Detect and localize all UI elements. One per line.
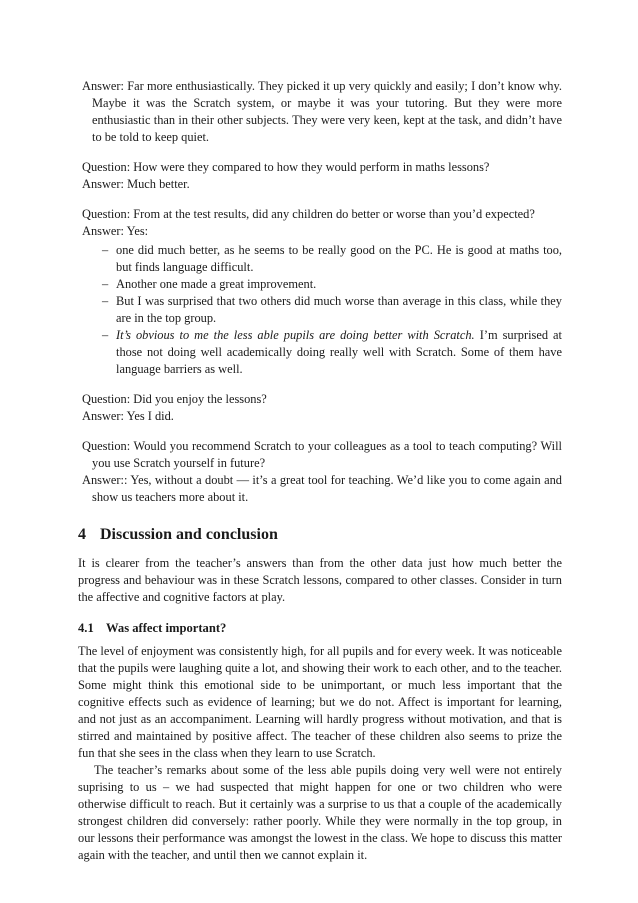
page-content [78, 78, 562, 864]
list-item [102, 327, 562, 378]
subsection-number: 4.1 [78, 621, 94, 635]
qa-block-test-results [82, 206, 562, 378]
section-intro-paragraph: It is clearer from the teacher’s answers than from the other data just how much better the progress and behaviour was in these Scratch lessons, compared to other classes. Consider in turn the affective and cognitive factors at play. [78, 556, 562, 604]
qa-block-enjoy [82, 391, 562, 425]
answer-bullet-list [82, 242, 562, 378]
answer-text: Answer:: Yes, without a doubt — it’s a great tool for teaching. We’d like you to come again and show us teachers more about it. [82, 473, 562, 504]
qa-block-answer-enthusiasm [82, 78, 562, 146]
section-title: Discussion and conclusion [100, 526, 278, 543]
question-text: Question: From at the test results, did any children do better or worse than you’d expected? [82, 207, 535, 221]
section-heading [78, 525, 562, 545]
list-item: – But I was surprised that two others did much worse than average in this class, while they are in the top group. [102, 293, 562, 327]
answer-text: Answer: Far more enthusiastically. They picked it up very quickly and easily; I don’t know why. Maybe it was the Scratch system, or maybe it was your tutoring. But they were more enthusiastic than in their other subjects. They were very keen, kept at the task, and didn’t have to be told to keep quiet. [82, 79, 562, 144]
section-number: 4 [78, 526, 86, 543]
question-text: Question: How were they compared to how they would perform in maths lessons? [82, 160, 490, 174]
answer-text: Answer: Yes I did. [82, 409, 174, 423]
answer-text: Answer: Much better. [82, 177, 190, 191]
body-paragraph: The level of enjoyment was consistently high, for all pupils and for every week. It was noticeable that the pupils were laughing quite a lot, and showing their work to each other, and to the teacher. Some might think this emotional side to be unimportant, or much less important that the cognitive effects such as evidence of learning; but we do not. Affect is important for learning, and not just as an accompaniment. Learning will hardly progress without motivation, and that is stirred and maintained by positive affect. The teacher of these children also seems to prize the fun that she sees in the class when they learn to use Scratch. [78, 644, 562, 760]
answer-text: Answer: Yes: [82, 224, 149, 238]
list-item: – Another one made a great improvement. [102, 276, 562, 293]
question-text: Question: Would you recommend Scratch to your colleagues as a tool to teach computing? Will you use Scratch yourself in future? [82, 439, 562, 470]
subsection-heading [78, 620, 562, 637]
list-item: – one did much better, as he seems to be really good on the PC. He is good at maths too, but finds language difficult. [102, 242, 562, 276]
qa-block-recommend [82, 438, 562, 506]
italic-quote: It’s obvious to me the less able pupils are doing better with Scratch. [116, 328, 475, 342]
qa-block-maths [82, 159, 562, 193]
list-item-rest: I’m surprised at those not doing well academically doing really well with Scratch. Some of them have language barriers as well. [116, 328, 562, 376]
question-text: Question: Did you enjoy the lessons? [82, 392, 267, 406]
subsection-title: Was affect important? [106, 621, 227, 635]
body-paragraph: The teacher’s remarks about some of the less able pupils doing very well were not entirely suprising to us – we had suspected that might happen for one or two children who were otherwise difficult to reach. But it certainly was a surprise to us that a couple of the academically strongest children did conversely: rather poorly. While they were normally in the top group, in our lessons their performance was amongst the lowest in the class. We hope to discuss this matter again with the teacher, and until then we cannot explain it. [78, 763, 562, 862]
